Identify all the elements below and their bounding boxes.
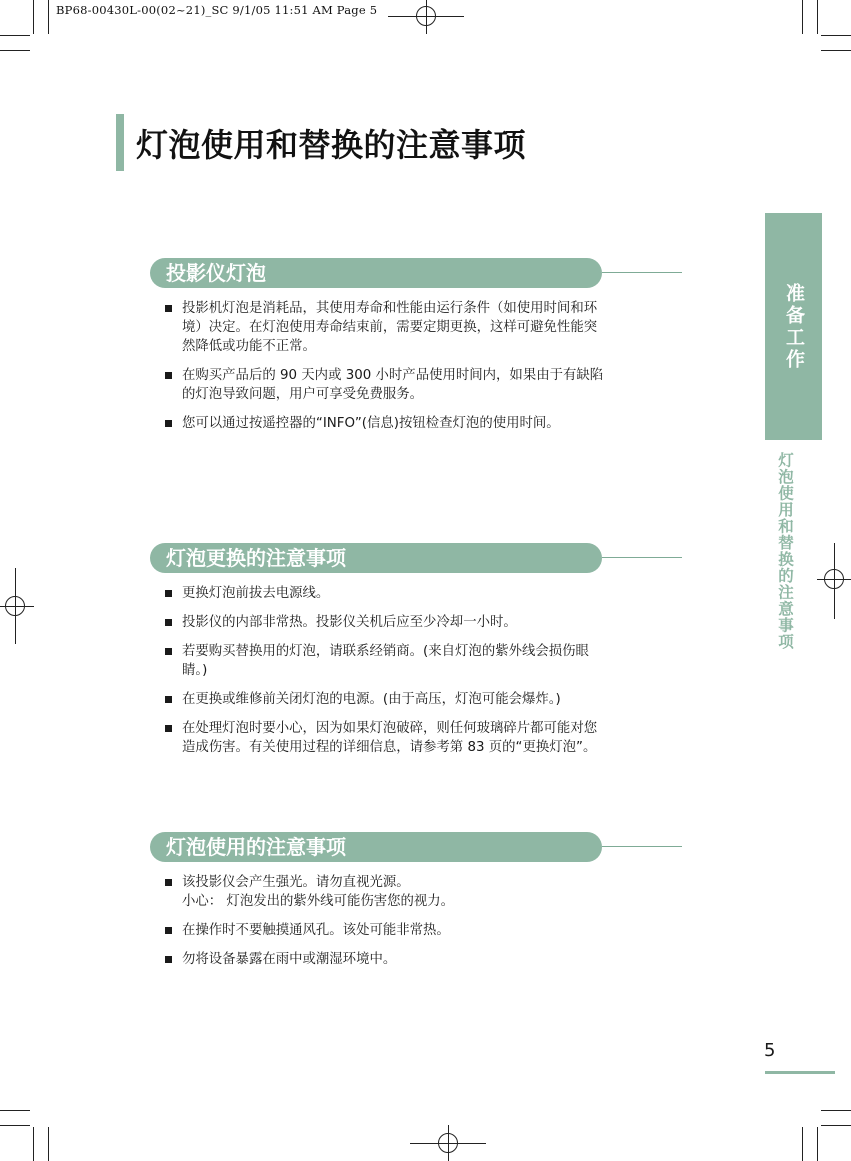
list-item: 若要购买替换用的灯泡，请联系经销商。(来自灯泡的紫外线会损伤眼睛。) xyxy=(165,642,605,680)
bullet-square-icon xyxy=(165,648,172,655)
list-item: 勿将设备暴露在雨中或潮湿环境中。 xyxy=(165,950,605,969)
bullet-square-icon xyxy=(165,927,172,934)
section-rule xyxy=(602,557,682,558)
list-item: 您可以通过按遥控器的“INFO”(信息)按钮检查灯泡的使用时间。 xyxy=(165,414,605,433)
caution-note: 小心： 灯泡发出的紫外线可能伤害您的视力。 xyxy=(182,894,455,909)
section-bullets-projector-lamp xyxy=(165,299,605,443)
bullet-square-icon xyxy=(165,590,172,597)
list-item: 投影机灯泡是消耗品，其使用寿命和性能由运行条件（如使用时间和环境）决定。在灯泡使用寿命结束前，需要定期更换，这样可避免性能突然降低或功能不正常。 xyxy=(165,299,605,356)
list-item: 更换灯泡前拔去电源线。 xyxy=(165,584,605,603)
section-rule xyxy=(602,846,682,847)
list-item: 投影仪的内部非常热。投影仪关机后应至少冷却一小时。 xyxy=(165,613,605,632)
chapter-tab-label: 准备工作 xyxy=(783,283,805,371)
title-accent-bar xyxy=(116,114,124,171)
chapter-tab xyxy=(765,213,822,440)
list-item: 该投影仪会产生强光。请勿直视光源。 小心： 灯泡发出的紫外线可能伤害您的视力。 xyxy=(165,873,605,911)
bullet-square-icon xyxy=(165,372,172,379)
registration-mark-top xyxy=(388,0,464,34)
bullet-square-icon xyxy=(165,956,172,963)
section-header-lamp-usage xyxy=(150,832,602,862)
registration-mark-bottom xyxy=(410,1125,486,1161)
section-header-projector-lamp xyxy=(150,258,602,288)
section-title: 灯泡更换的注意事项 xyxy=(166,546,346,570)
bullet-square-icon xyxy=(165,696,172,703)
bullet-square-icon xyxy=(165,619,172,626)
list-item: 在处理灯泡时要小心，因为如果灯泡破碎，则任何玻璃碎片都可能对您造成伤害。有关使用过程的详细信息，请参考第 83 页的“更换灯泡”。 xyxy=(165,719,605,757)
section-rule xyxy=(602,272,682,273)
page-title: 灯泡使用和替换的注意事项 xyxy=(136,126,527,164)
section-header-lamp-replacement xyxy=(150,543,602,573)
bullet-square-icon xyxy=(165,879,172,886)
bullet-square-icon xyxy=(165,420,172,427)
print-slug: BP68-00430L-00(02~21)_SC 9/1/05 11:51 AM Page 5 xyxy=(56,3,378,17)
list-item: 在购买产品后的 90 天内或 300 小时产品使用时间内，如果由于有缺陷的灯泡导致问题，用户可享受免费服务。 xyxy=(165,366,605,404)
chapter-tab-sublabel: 灯泡使用和替换的注意事项 xyxy=(776,452,794,650)
section-bullets-lamp-usage xyxy=(165,873,605,979)
registration-mark-left xyxy=(0,568,34,644)
list-item: 在更换或维修前关闭灯泡的电源。(由于高压，灯泡可能会爆炸。) xyxy=(165,690,605,709)
bullet-square-icon xyxy=(165,305,172,312)
page-number-rule xyxy=(765,1071,835,1074)
page-number: 5 xyxy=(764,1040,776,1061)
section-title: 投影仪灯泡 xyxy=(166,261,266,285)
list-item: 在操作时不要触摸通风孔。该处可能非常热。 xyxy=(165,921,605,940)
section-bullets-lamp-replacement xyxy=(165,584,605,767)
section-title: 灯泡使用的注意事项 xyxy=(166,835,346,859)
registration-mark-right xyxy=(817,543,851,619)
bullet-square-icon xyxy=(165,725,172,732)
